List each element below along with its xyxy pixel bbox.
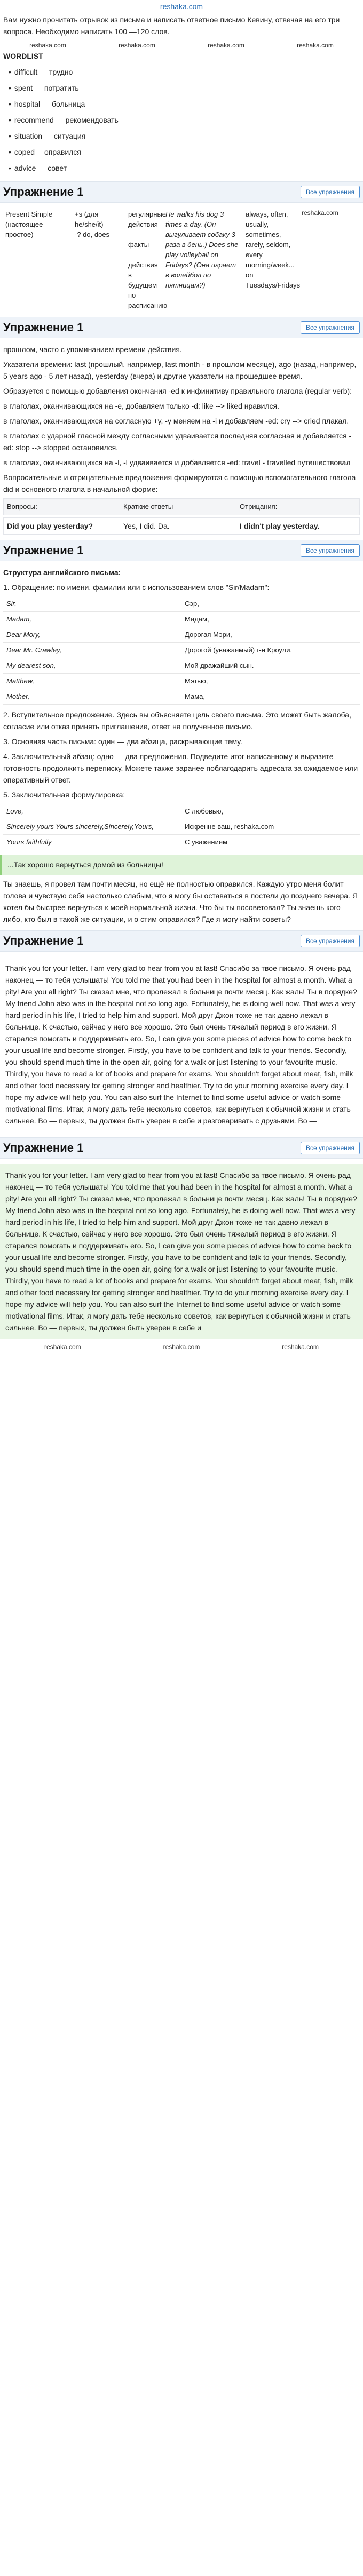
table-row: Matthew, Мэтью,	[3, 674, 360, 689]
table-row: Sincerely yours Yours sincerely,Sincerely,Yours, Искренне ваш, reshaka.com	[3, 819, 360, 835]
paragraph: 1. Обращение: по имени, фамилии или с использованием слов "Sir/Madam":	[3, 583, 270, 592]
paragraph: в глаголах, оканчивающихся на -l, -l удваивается и добавляется -ed: travel - travelled путешествовал	[3, 458, 351, 467]
wordlist-item: • recommend — рекомендовать	[9, 112, 360, 128]
letter-text: Ты знаешь, я провел там почти месяц, но ещё не полностью оправился. Каждую утро меня болит голова и чувствую себя настолько слабым, что я могу бы оставаться в постели до позднего вечера. Я хотел бы быстрее вернуться к моей нормальной жизни. Что бы ты посоветовал? Ты знаешь кого — либо, кто был в такой же ситуации, и о стим оправился? Где я могу найти советы?	[3, 880, 358, 923]
watermark: reshaka.com	[297, 42, 334, 49]
all-exercises-button[interactable]: Все упражнения	[301, 935, 360, 947]
tense-name: Present Simple (настоящее простое)	[5, 210, 53, 238]
wordlist-item: • hospital — больница	[9, 96, 360, 112]
cell: Отрицания:	[240, 503, 278, 511]
exercise-header	[0, 1137, 363, 1159]
closings-table	[3, 804, 360, 850]
watermark-row	[3, 41, 360, 50]
highlight-box: ...Так хорошо вернуться домой из больницы!	[0, 855, 363, 875]
paragraph: Образуется с помощью добавления окончания -ed к инфинитиву правильного глагола (regular verb):	[3, 387, 352, 395]
wordlist-item: • advice — совет	[9, 160, 360, 176]
exercise-header	[0, 930, 363, 952]
paragraph: Структура английского письма:	[3, 568, 121, 577]
exercise-title: Упражнение 1	[3, 934, 84, 947]
wordlist-title: WORDLIST	[3, 52, 43, 60]
question-table-row	[3, 517, 360, 535]
wordlist-item: • situation — ситуация	[9, 128, 360, 144]
exercise-title: Упражнение 1	[3, 1141, 84, 1154]
tense-use: регулярные действия факты действия в будущем по расписанию	[128, 210, 168, 309]
cell: Вопросы:	[7, 503, 37, 511]
site-link[interactable]: reshaka.com	[160, 2, 203, 11]
all-exercises-button[interactable]: Все упражнения	[301, 321, 360, 334]
wordlist	[3, 50, 360, 176]
cell: Yes, I did. Da.	[123, 522, 170, 530]
paragraph: в глаголах, оканчивающихся на согласную +y, -y меняем на -i и добавляем -ed: cry --> cried плакал.	[3, 417, 349, 425]
wordlist-item: • coped— оправился	[9, 144, 360, 160]
exercise-title: Упражнение 1	[3, 185, 84, 198]
wordlist-item: • difficult — трудно	[9, 64, 360, 80]
all-exercises-button[interactable]: Все упражнения	[301, 186, 360, 198]
watermark: reshaka.com	[29, 42, 66, 49]
watermark: reshaka.com	[119, 42, 155, 49]
tense-form: +s (для he/she/it) -? do, does	[75, 210, 110, 238]
table-row: Love, С любовью,	[3, 804, 360, 819]
paragraph: 3. Основная часть письма: один — два абзаца, раскрывающие тему.	[3, 737, 242, 746]
all-exercises-button[interactable]: Все упражнения	[301, 544, 360, 557]
table-row: Dear Mr. Crawley, Дорогой (уважаемый) г-н Кроули,	[3, 643, 360, 658]
watermark: reshaka.com	[208, 42, 244, 49]
tense-table	[3, 208, 360, 312]
table-row: Mother, Мама,	[3, 689, 360, 705]
exercise-title: Упражнение 1	[3, 544, 84, 557]
watermark-row	[3, 1342, 360, 1352]
exercise-header	[0, 317, 363, 338]
table-row: My dearest son, Мой дражайший сын.	[3, 658, 360, 674]
watermark: reshaka.com	[163, 1343, 200, 1351]
exercise-header	[0, 181, 363, 203]
answer-text: Thank you for your letter. I am very glad to hear from you at last! Спасибо за твое письмо. Я очень рад наконец — то тебя услышать! You told me that you had been in the hospital for almost a month. What a pity! Are you all right? Ты сказал мне, что пролежал в больнице почти месяц. Как жаль! Ты в порядке? My friend John also was in the hospital not so long ago. Fortunately, he is doing well now. That was a very hard period in his life, I tried to help him and support. Мой друг Джон тоже не так давно лежал в больнице. К счастью, сейчас у него все хорошо. Это был очень тяжелый период в его жизни. Я старался помогать и поддерживать его. So, I can give you some pieces of advice how to come back to your usual life and become stronger. Firstly, you have to be confident and talk to your friends. Secondly, you should spend much time in the open air, going for a walk or just listening to your favourite music. Thirdly, you have to read a lot of books and prepare for exams. You shouldn't forget about meat, fish, milk and other food necessary for getting stronger and healthier. Try to do your morning exercise every day. I hope my advice will help you. You can also surf the Internet to find some useful advice or watch some motivational films. Итак, я могу дать тебе несколько советов, как вернуться к обычной жизни и стать сильнее. Во — первых, ты должен быть уверен в себе и разговаривать с друзьями. Во —	[0, 957, 363, 1132]
paragraph: в глаголах, оканчивающихся на -e, добавляем только -d: like --> liked нравился.	[3, 402, 279, 410]
table-row: Dear Mory, Дорогая Мэри,	[3, 627, 360, 643]
paragraph: Вопросительные и отрицательные предложения формируются с помощью вспомогательного глагола did и основного глагола в начальной форме:	[3, 473, 356, 493]
cell: Краткие ответы	[123, 503, 173, 511]
table-row: Madam, Мадам,	[3, 612, 360, 627]
table-row: Sir, Сэр,	[3, 596, 360, 612]
paragraph: Указатели времени: last (прошлый, например, last month - в прошлом месяце), ago (назад, например, 5 years ago - 5 лет назад), yesterday (вчера) и другие указатели на прошедшее время.	[3, 360, 357, 380]
tense-example: He walks his dog 3 times a day. (Он выгуливает собаку 3 раза в день.) Does she play volleyball on Fridays? (Она играет в волейбол по пятницам?)	[165, 210, 239, 289]
table-row: Yours faithfully С уважением	[3, 835, 360, 850]
paragraph: 5. Заключительная формулировка:	[3, 791, 125, 799]
exercise-title: Упражнение 1	[3, 321, 84, 334]
cell: Did you play yesterday?	[7, 522, 93, 530]
paragraph: прошлом, часто с упоминанием времени действия.	[3, 345, 182, 354]
cell: I didn't play yesterday.	[240, 522, 320, 530]
all-exercises-button[interactable]: Все упражнения	[301, 1142, 360, 1154]
tense-signals: always, often, usually, sometimes, rarely, seldom, every morning/week... on Tuesdays/Fridays	[246, 210, 301, 289]
exercise-header	[0, 540, 363, 561]
wordlist-item: • spent — потратить	[9, 80, 360, 96]
answer-text: Thank you for your letter. I am very glad to hear from you at last! Спасибо за твое письмо. Я очень рад наконец — то тебя услышать! You told me that you had been in the hospital for almost a month. What a pity! Are you all right? Ты сказал мне, что пролежал в больнице почти месяц. Как жаль! Ты в порядке? My friend John also was in the hospital not so long ago. Fortunately, he is doing well now. That was a very hard period in his life, I tried to help him and support. Мой друг Джон тоже не так давно лежал в больнице. К счастью, сейчас у него все хорошо. Это был очень тяжелый период в его жизни. Я старался помогать и поддерживать его. So, I can give you some pieces of advice how to come back to your usual life and become stronger. Firstly, you have to be confident and talk to your friends. Secondly, you should spend much time in the open air, going for a walk or just listening to your favourite music. Thirdly, you have to read a lot of books and prepare for exams. You shouldn't forget about meat, fish, milk and other food necessary for getting stronger and healthier. Try to do your morning exercise every day. I hope my advice will help you. You can also surf the Internet to find some useful advice or watch some motivational films. Итак, я могу дать тебе несколько советов, как вернуться к обычной жизни и стать сильнее. Во — первых, ты должен быть уверен в себе и	[0, 1164, 363, 1339]
task-intro: Вам нужно прочитать отрывок из письма и написать ответное письмо Кевину, отвечая на его три вопроса. Необходимо написать 100 —120 слов.	[3, 15, 340, 36]
paragraph: 4. Заключительный абзац: одно — два предложения. Подведите итог написанному и выразите готовность продолжить переписку. Можете также заранее поблагодарить адресата за ожидаемое или оперативный ответ.	[3, 752, 358, 784]
question-table-head	[3, 498, 360, 515]
greetings-table	[3, 596, 360, 705]
watermark: reshaka.com	[282, 1343, 319, 1351]
watermark: reshaka.com	[302, 209, 338, 217]
watermark: reshaka.com	[44, 1343, 81, 1351]
paragraph: 2. Вступительное предложение. Здесь вы объясняете цель своего письма. Это может быть жалоба, согласие или отказ принять приглашение, ответ на полученное письмо.	[3, 711, 351, 731]
paragraph: в глаголах с ударной гласной между согласными удваивается последняя согласная и добавляется -ed: stop --> stopped остановился.	[3, 432, 352, 452]
